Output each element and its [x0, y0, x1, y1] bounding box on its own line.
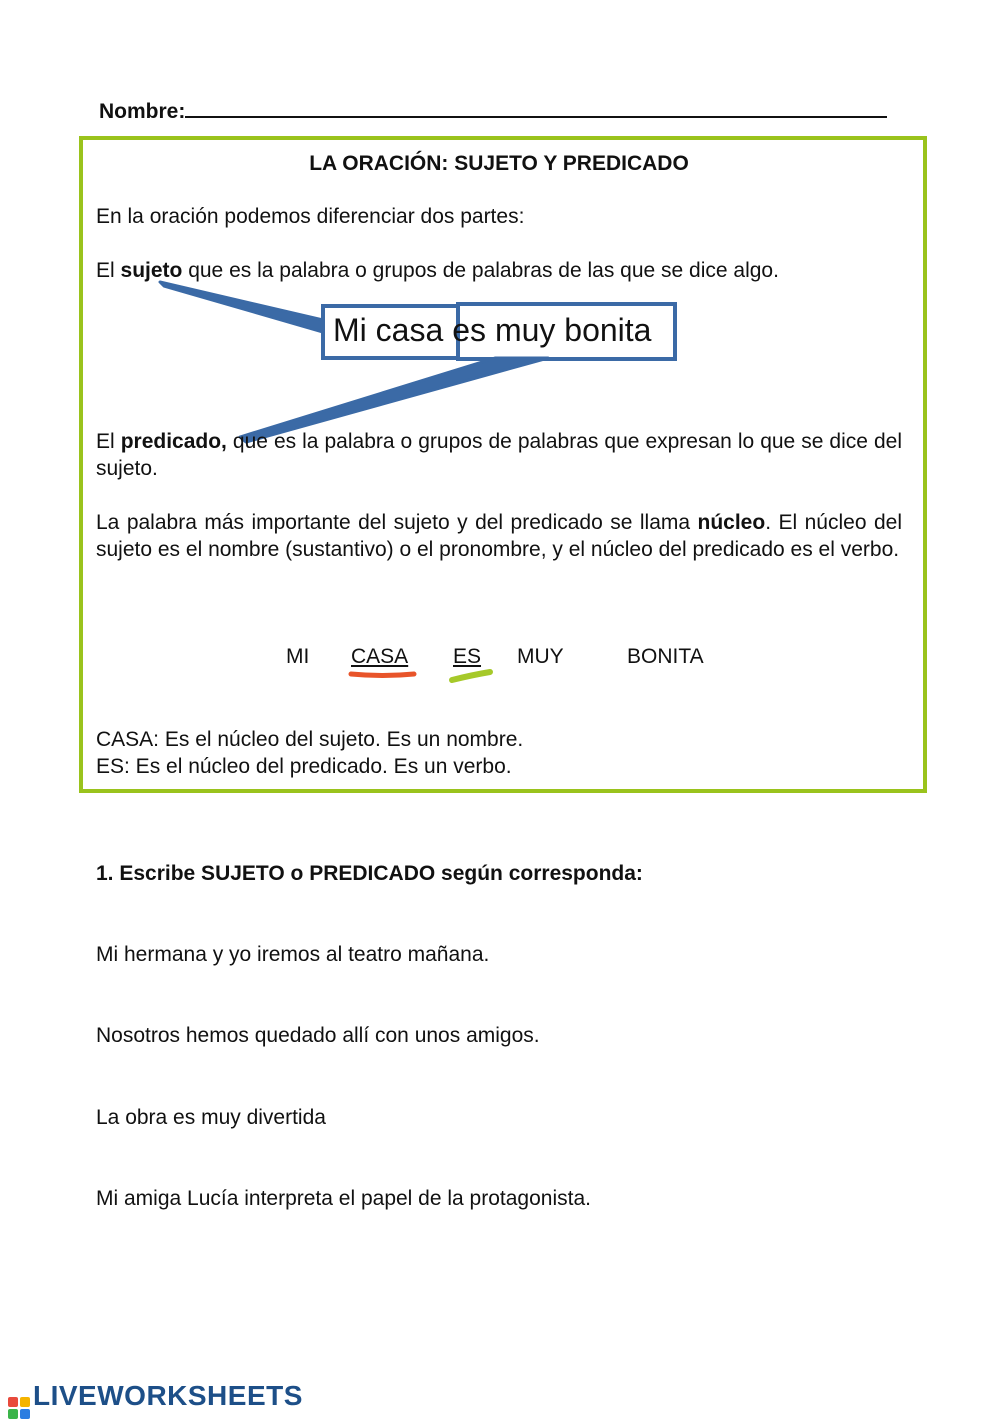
casa-highlight-stroke	[351, 674, 414, 676]
predicado-definition	[96, 428, 902, 482]
nucleo-bold: núcleo	[697, 511, 766, 534]
liveworksheets-logo[interactable]	[8, 1380, 303, 1419]
nucleus-highlights	[0, 660, 1000, 690]
callout-sentence	[333, 312, 651, 349]
nucleo-post: . El núcleo del sujeto es el nombre (sustantivo) o el pronombre, y el núcleo del predicado es el verbo.	[96, 511, 902, 561]
example-word-casa: CASA	[351, 645, 409, 668]
explanation-casa: CASA: Es el núcleo del sujeto. Es un nombre.	[96, 728, 524, 751]
es-highlight-stroke	[452, 672, 490, 680]
intro-text: En la oración podemos diferenciar dos partes:	[96, 205, 525, 228]
example-word-muy: MUY	[517, 645, 564, 668]
example-word-mi: MI	[286, 645, 310, 668]
predicado-post: que es la palabra o grupos de palabras que expresan lo que se dice del sujeto.	[96, 430, 902, 480]
exercise-sentence-3[interactable]: La obra es muy divertida	[96, 1106, 326, 1129]
exercise-heading: 1. Escribe SUJETO o PREDICADO según corresponda:	[96, 862, 643, 885]
sujeto-bold: sujeto	[120, 259, 183, 282]
sujeto-pre: El	[96, 259, 121, 282]
nucleo-pre: La palabra más importante del sujeto y del predicado se llama	[96, 511, 698, 534]
nucleo-definition	[96, 509, 902, 563]
exercise-sentence-2[interactable]: Nosotros hemos quedado allí con unos amigos.	[96, 1024, 540, 1047]
exercise-sentence-4[interactable]: Mi amiga Lucía interpreta el papel de la protagonista.	[96, 1187, 591, 1210]
predicado-pre: El	[96, 430, 121, 453]
callout-connectors	[0, 0, 1000, 500]
callout-subject: Mi casa	[333, 312, 444, 348]
section-title: LA ORACIÓN: SUJETO Y PREDICADO	[309, 152, 689, 175]
sujeto-post: que es la palabra o grupos de palabras de las que se dice algo.	[182, 259, 779, 282]
callout-predicate: es muy bonita	[452, 312, 652, 348]
predicado-bold: predicado,	[120, 430, 227, 453]
sujeto-connector	[160, 282, 323, 332]
name-label: Nombre:	[99, 100, 186, 123]
logo-text: LIVEWORKSHEETS	[33, 1380, 303, 1411]
example-word-bonita: BONITA	[627, 645, 704, 668]
explanation-es: ES: Es el núcleo del predicado. Es un verbo.	[96, 755, 512, 778]
exercise-sentence-1[interactable]: Mi hermana y yo iremos al teatro mañana.	[96, 943, 490, 966]
example-word-es: ES	[453, 645, 482, 668]
logo-blocks-icon	[8, 1397, 30, 1419]
